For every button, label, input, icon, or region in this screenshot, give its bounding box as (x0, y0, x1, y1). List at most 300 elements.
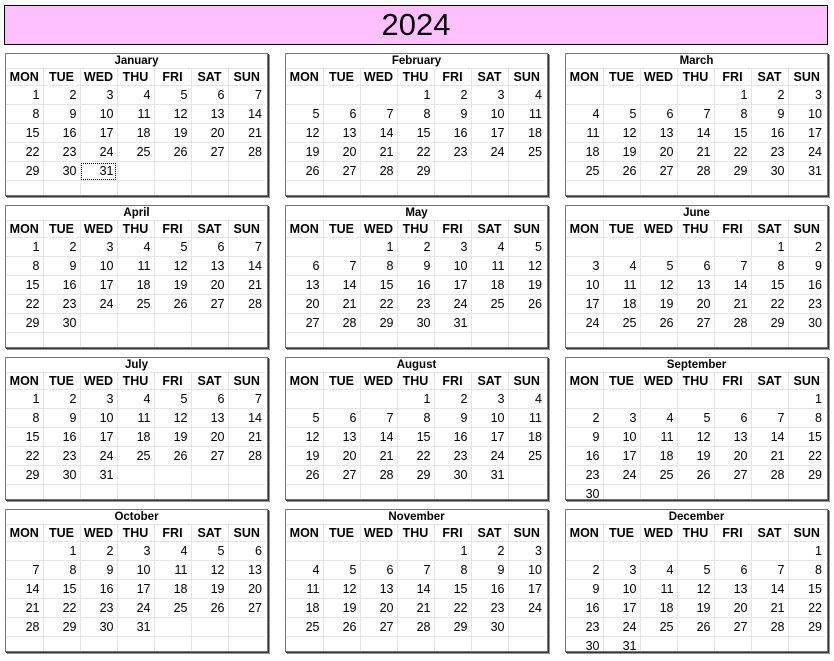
empty-cell[interactable] (714, 637, 751, 653)
day-cell[interactable]: 13 (360, 580, 397, 599)
day-cell[interactable]: 8 (714, 105, 751, 124)
day-cell[interactable]: 20 (714, 599, 751, 618)
day-cell[interactable]: 12 (154, 257, 191, 276)
day-cell[interactable]: 20 (191, 124, 228, 143)
empty-cell[interactable] (286, 333, 323, 349)
day-cell[interactable]: 27 (360, 618, 397, 637)
day-cell[interactable]: 16 (566, 447, 603, 466)
day-cell[interactable]: 21 (751, 599, 788, 618)
day-cell[interactable]: 15 (397, 124, 434, 143)
day-cell[interactable]: 24 (603, 466, 640, 485)
day-cell[interactable]: 29 (788, 618, 825, 637)
empty-cell[interactable] (323, 390, 360, 409)
day-cell[interactable]: 24 (603, 618, 640, 637)
day-cell[interactable]: 13 (714, 580, 751, 599)
day-cell[interactable]: 16 (434, 428, 471, 447)
day-cell[interactable]: 29 (6, 162, 43, 181)
day-cell[interactable]: 25 (117, 447, 154, 466)
day-cell[interactable]: 29 (360, 314, 397, 333)
day-cell[interactable]: 24 (80, 295, 117, 314)
day-cell[interactable]: 1 (397, 390, 434, 409)
empty-cell[interactable] (471, 637, 508, 653)
day-cell[interactable]: 12 (603, 124, 640, 143)
day-cell[interactable]: 10 (471, 409, 508, 428)
day-cell[interactable]: 28 (6, 618, 43, 637)
day-cell[interactable]: 13 (286, 276, 323, 295)
empty-cell[interactable] (508, 162, 545, 181)
day-cell[interactable]: 20 (323, 447, 360, 466)
day-cell[interactable]: 22 (397, 447, 434, 466)
day-cell[interactable]: 11 (508, 105, 545, 124)
day-cell[interactable]: 21 (228, 276, 265, 295)
day-cell[interactable]: 14 (360, 428, 397, 447)
day-cell[interactable]: 26 (508, 295, 545, 314)
empty-cell[interactable] (788, 485, 825, 501)
day-cell[interactable]: 17 (603, 599, 640, 618)
day-cell[interactable]: 28 (714, 314, 751, 333)
day-cell[interactable]: 20 (360, 599, 397, 618)
empty-cell[interactable] (286, 181, 323, 197)
day-cell[interactable]: 2 (566, 409, 603, 428)
day-cell[interactable]: 19 (508, 276, 545, 295)
day-cell[interactable]: 8 (360, 257, 397, 276)
day-cell[interactable]: 4 (508, 390, 545, 409)
day-cell[interactable]: 11 (640, 580, 677, 599)
day-cell[interactable]: 20 (191, 276, 228, 295)
empty-cell[interactable] (286, 390, 323, 409)
day-cell[interactable]: 13 (714, 428, 751, 447)
day-cell[interactable]: 25 (117, 143, 154, 162)
day-cell[interactable]: 7 (6, 561, 43, 580)
empty-cell[interactable] (471, 485, 508, 501)
empty-cell[interactable] (714, 333, 751, 349)
day-cell[interactable]: 14 (228, 409, 265, 428)
day-cell[interactable]: 11 (603, 276, 640, 295)
day-cell[interactable]: 16 (397, 276, 434, 295)
day-cell[interactable]: 3 (80, 390, 117, 409)
day-cell[interactable]: 21 (677, 143, 714, 162)
day-cell[interactable]: 27 (228, 599, 265, 618)
day-cell[interactable]: 19 (154, 428, 191, 447)
day-cell[interactable]: 12 (677, 428, 714, 447)
empty-cell[interactable] (434, 162, 471, 181)
empty-cell[interactable] (80, 181, 117, 197)
day-cell[interactable]: 27 (286, 314, 323, 333)
day-cell[interactable]: 6 (714, 561, 751, 580)
day-cell[interactable]: 4 (286, 561, 323, 580)
empty-cell[interactable] (360, 485, 397, 501)
day-cell[interactable]: 16 (434, 124, 471, 143)
day-cell[interactable]: 12 (286, 124, 323, 143)
empty-cell[interactable] (286, 637, 323, 653)
day-cell[interactable]: 30 (434, 466, 471, 485)
empty-cell[interactable] (677, 333, 714, 349)
empty-cell[interactable] (714, 390, 751, 409)
day-cell[interactable]: 17 (566, 295, 603, 314)
empty-cell[interactable] (603, 333, 640, 349)
empty-cell[interactable] (6, 637, 43, 653)
empty-cell[interactable] (508, 618, 545, 637)
day-cell[interactable]: 2 (43, 238, 80, 257)
empty-cell[interactable] (228, 314, 265, 333)
empty-cell[interactable] (360, 333, 397, 349)
day-cell[interactable]: 17 (80, 428, 117, 447)
day-cell[interactable]: 24 (471, 447, 508, 466)
day-cell[interactable]: 4 (640, 561, 677, 580)
day-cell[interactable]: 21 (714, 295, 751, 314)
day-cell[interactable]: 5 (191, 542, 228, 561)
day-cell[interactable]: 12 (640, 276, 677, 295)
day-cell[interactable]: 3 (788, 86, 825, 105)
empty-cell[interactable] (566, 238, 603, 257)
day-cell[interactable]: 18 (154, 580, 191, 599)
empty-cell[interactable] (603, 238, 640, 257)
day-cell[interactable]: 11 (117, 257, 154, 276)
empty-cell[interactable] (434, 181, 471, 197)
day-cell[interactable]: 29 (788, 466, 825, 485)
day-cell[interactable]: 31 (80, 466, 117, 485)
empty-cell[interactable] (434, 485, 471, 501)
empty-cell[interactable] (286, 86, 323, 105)
day-cell[interactable]: 8 (6, 409, 43, 428)
empty-cell[interactable] (508, 466, 545, 485)
day-cell[interactable]: 30 (751, 162, 788, 181)
day-cell[interactable]: 29 (714, 162, 751, 181)
day-cell[interactable]: 19 (677, 599, 714, 618)
day-cell[interactable]: 5 (154, 390, 191, 409)
day-cell[interactable]: 18 (117, 428, 154, 447)
day-cell[interactable]: 4 (603, 257, 640, 276)
day-cell[interactable]: 17 (471, 428, 508, 447)
day-cell[interactable]: 3 (566, 257, 603, 276)
empty-cell[interactable] (154, 333, 191, 349)
empty-cell[interactable] (603, 390, 640, 409)
day-cell[interactable]: 24 (471, 143, 508, 162)
day-cell[interactable]: 27 (323, 162, 360, 181)
day-cell[interactable]: 14 (360, 124, 397, 143)
day-cell[interactable]: 8 (788, 409, 825, 428)
empty-cell[interactable] (117, 485, 154, 501)
day-cell[interactable]: 4 (471, 238, 508, 257)
day-cell[interactable]: 24 (80, 447, 117, 466)
empty-cell[interactable] (323, 542, 360, 561)
day-cell[interactable]: 8 (6, 105, 43, 124)
day-cell[interactable]: 20 (323, 143, 360, 162)
empty-cell[interactable] (80, 333, 117, 349)
day-cell[interactable]: 25 (286, 618, 323, 637)
empty-cell[interactable] (117, 314, 154, 333)
day-cell[interactable]: 15 (43, 580, 80, 599)
day-cell[interactable]: 23 (80, 599, 117, 618)
empty-cell[interactable] (397, 637, 434, 653)
day-cell[interactable]: 13 (228, 561, 265, 580)
day-cell[interactable]: 30 (43, 314, 80, 333)
day-cell[interactable]: 17 (80, 276, 117, 295)
day-cell[interactable]: 23 (43, 295, 80, 314)
day-cell[interactable]: 21 (360, 143, 397, 162)
day-cell[interactable]: 9 (43, 257, 80, 276)
day-cell[interactable]: 3 (508, 542, 545, 561)
day-cell[interactable]: 2 (434, 390, 471, 409)
day-cell[interactable]: 1 (6, 390, 43, 409)
day-cell[interactable]: 17 (80, 124, 117, 143)
day-cell[interactable]: 9 (788, 257, 825, 276)
day-cell[interactable]: 23 (788, 295, 825, 314)
day-cell[interactable]: 6 (323, 105, 360, 124)
empty-cell[interactable] (43, 181, 80, 197)
day-cell[interactable]: 8 (397, 409, 434, 428)
empty-cell[interactable] (714, 542, 751, 561)
day-cell[interactable]: 22 (6, 447, 43, 466)
day-cell[interactable]: 14 (228, 105, 265, 124)
day-cell[interactable]: 18 (603, 295, 640, 314)
day-cell[interactable]: 17 (788, 124, 825, 143)
day-cell[interactable]: 1 (360, 238, 397, 257)
day-cell[interactable]: 4 (117, 238, 154, 257)
empty-cell[interactable] (154, 618, 191, 637)
empty-cell[interactable] (80, 485, 117, 501)
day-cell[interactable]: 16 (43, 124, 80, 143)
day-cell[interactable]: 15 (6, 428, 43, 447)
day-cell[interactable]: 17 (603, 447, 640, 466)
empty-cell[interactable] (191, 637, 228, 653)
day-cell[interactable]: 13 (191, 257, 228, 276)
day-cell[interactable]: 8 (43, 561, 80, 580)
day-cell[interactable]: 3 (471, 390, 508, 409)
day-cell[interactable]: 4 (117, 86, 154, 105)
day-cell[interactable]: 1 (6, 86, 43, 105)
empty-cell[interactable] (714, 238, 751, 257)
day-cell[interactable]: 11 (154, 561, 191, 580)
day-cell[interactable]: 14 (751, 580, 788, 599)
empty-cell[interactable] (117, 637, 154, 653)
day-cell[interactable]: 10 (80, 257, 117, 276)
day-cell[interactable]: 7 (360, 105, 397, 124)
empty-cell[interactable] (191, 314, 228, 333)
day-cell[interactable]: 22 (434, 599, 471, 618)
day-cell[interactable]: 14 (751, 428, 788, 447)
empty-cell[interactable] (677, 390, 714, 409)
day-cell[interactable]: 26 (191, 599, 228, 618)
day-cell[interactable]: 23 (751, 143, 788, 162)
day-cell[interactable]: 3 (80, 238, 117, 257)
empty-cell[interactable] (640, 485, 677, 501)
day-cell[interactable]: 26 (677, 618, 714, 637)
day-cell[interactable]: 24 (117, 599, 154, 618)
day-cell[interactable]: 7 (751, 561, 788, 580)
day-cell[interactable]: 30 (80, 618, 117, 637)
empty-cell[interactable] (751, 485, 788, 501)
day-cell[interactable]: 3 (471, 86, 508, 105)
empty-cell[interactable] (228, 485, 265, 501)
day-cell[interactable]: 28 (228, 447, 265, 466)
empty-cell[interactable] (603, 86, 640, 105)
empty-cell[interactable] (154, 314, 191, 333)
day-cell[interactable]: 12 (286, 428, 323, 447)
day-cell[interactable]: 27 (677, 314, 714, 333)
day-cell[interactable]: 21 (360, 447, 397, 466)
empty-cell[interactable] (80, 637, 117, 653)
day-cell[interactable]: 24 (788, 143, 825, 162)
empty-cell[interactable] (323, 333, 360, 349)
empty-cell[interactable] (640, 390, 677, 409)
day-cell[interactable]: 5 (603, 105, 640, 124)
day-cell[interactable]: 9 (434, 409, 471, 428)
day-cell[interactable]: 10 (603, 580, 640, 599)
day-cell[interactable]: 5 (286, 409, 323, 428)
empty-cell[interactable] (714, 485, 751, 501)
day-cell[interactable]: 4 (566, 105, 603, 124)
day-cell[interactable]: 4 (154, 542, 191, 561)
day-cell[interactable]: 30 (43, 466, 80, 485)
empty-cell[interactable] (751, 333, 788, 349)
empty-cell[interactable] (286, 238, 323, 257)
day-cell[interactable]: 30 (566, 485, 603, 501)
day-cell[interactable]: 6 (640, 105, 677, 124)
day-cell[interactable]: 25 (154, 599, 191, 618)
empty-cell[interactable] (154, 181, 191, 197)
day-cell[interactable]: 30 (471, 618, 508, 637)
day-cell[interactable]: 25 (603, 314, 640, 333)
day-cell[interactable]: 30 (397, 314, 434, 333)
day-cell[interactable]: 8 (6, 257, 43, 276)
day-cell[interactable]: 22 (43, 599, 80, 618)
day-cell[interactable]: 18 (471, 276, 508, 295)
day-cell[interactable]: 1 (714, 86, 751, 105)
day-cell[interactable]: 23 (434, 447, 471, 466)
empty-cell[interactable] (566, 181, 603, 197)
day-cell[interactable]: 11 (286, 580, 323, 599)
empty-cell[interactable] (640, 333, 677, 349)
day-cell[interactable]: 15 (714, 124, 751, 143)
day-cell[interactable]: 8 (397, 105, 434, 124)
day-cell[interactable]: 29 (6, 466, 43, 485)
day-cell[interactable]: 1 (788, 390, 825, 409)
day-cell[interactable]: 26 (286, 162, 323, 181)
empty-cell[interactable] (323, 637, 360, 653)
day-cell[interactable]: 28 (751, 466, 788, 485)
day-cell[interactable]: 30 (566, 637, 603, 653)
day-cell[interactable]: 23 (397, 295, 434, 314)
day-cell[interactable]: 22 (751, 295, 788, 314)
empty-cell[interactable] (751, 390, 788, 409)
empty-cell[interactable] (360, 86, 397, 105)
day-cell[interactable]: 6 (191, 390, 228, 409)
day-cell[interactable]: 14 (6, 580, 43, 599)
empty-cell[interactable] (397, 542, 434, 561)
day-cell[interactable]: 18 (286, 599, 323, 618)
empty-cell[interactable] (6, 485, 43, 501)
day-cell[interactable]: 14 (677, 124, 714, 143)
day-cell[interactable]: 27 (323, 466, 360, 485)
empty-cell[interactable] (566, 390, 603, 409)
empty-cell[interactable] (677, 238, 714, 257)
day-cell[interactable]: 27 (714, 466, 751, 485)
day-cell[interactable]: 27 (191, 447, 228, 466)
day-cell[interactable]: 7 (677, 105, 714, 124)
empty-cell[interactable] (603, 485, 640, 501)
empty-cell[interactable] (434, 333, 471, 349)
day-cell[interactable]: 21 (751, 447, 788, 466)
day-cell[interactable]: 22 (714, 143, 751, 162)
day-cell[interactable]: 25 (471, 295, 508, 314)
day-cell[interactable]: 18 (566, 143, 603, 162)
day-cell[interactable]: 18 (117, 276, 154, 295)
empty-cell[interactable] (640, 86, 677, 105)
day-cell[interactable]: 12 (677, 580, 714, 599)
day-cell[interactable]: 15 (788, 428, 825, 447)
day-cell[interactable]: 19 (154, 276, 191, 295)
day-cell[interactable]: 3 (603, 561, 640, 580)
day-cell[interactable]: 26 (603, 162, 640, 181)
empty-cell[interactable] (751, 181, 788, 197)
empty-cell[interactable] (228, 466, 265, 485)
day-cell[interactable]: 9 (80, 561, 117, 580)
day-cell[interactable]: 5 (677, 409, 714, 428)
empty-cell[interactable] (191, 162, 228, 181)
empty-cell[interactable] (323, 181, 360, 197)
day-cell[interactable]: 20 (228, 580, 265, 599)
day-cell[interactable]: 7 (751, 409, 788, 428)
day-cell[interactable]: 1 (434, 542, 471, 561)
day-cell[interactable]: 31 (434, 314, 471, 333)
day-cell[interactable]: 15 (6, 124, 43, 143)
empty-cell[interactable] (677, 86, 714, 105)
day-cell[interactable]: 10 (434, 257, 471, 276)
empty-cell[interactable] (154, 466, 191, 485)
day-cell[interactable]: 27 (714, 618, 751, 637)
empty-cell[interactable] (751, 542, 788, 561)
day-cell[interactable]: 20 (714, 447, 751, 466)
day-cell[interactable]: 5 (286, 105, 323, 124)
day-cell[interactable]: 9 (434, 105, 471, 124)
day-cell[interactable]: 19 (323, 599, 360, 618)
day-cell[interactable]: 5 (677, 561, 714, 580)
day-cell[interactable]: 30 (43, 162, 80, 181)
day-cell[interactable]: 23 (566, 466, 603, 485)
day-cell[interactable]: 25 (640, 618, 677, 637)
day-cell[interactable]: 16 (751, 124, 788, 143)
day-cell[interactable]: 18 (640, 599, 677, 618)
day-cell[interactable]: 16 (788, 276, 825, 295)
day-cell[interactable]: 3 (80, 86, 117, 105)
day-cell[interactable]: 29 (43, 618, 80, 637)
day-cell[interactable]: 16 (43, 276, 80, 295)
day-cell[interactable]: 31 (788, 162, 825, 181)
day-cell[interactable]: 2 (434, 86, 471, 105)
day-cell[interactable]: 21 (397, 599, 434, 618)
day-cell[interactable]: 31 (471, 466, 508, 485)
day-cell[interactable]: 19 (154, 124, 191, 143)
day-cell[interactable]: 26 (677, 466, 714, 485)
day-cell[interactable]: 8 (751, 257, 788, 276)
day-cell[interactable]: 7 (714, 257, 751, 276)
day-cell[interactable]: 15 (788, 580, 825, 599)
day-cell[interactable]: 25 (508, 447, 545, 466)
day-cell[interactable]: 9 (566, 580, 603, 599)
day-cell[interactable]: 22 (6, 295, 43, 314)
day-cell[interactable]: 17 (471, 124, 508, 143)
empty-cell[interactable] (117, 162, 154, 181)
empty-cell[interactable] (43, 333, 80, 349)
day-cell[interactable]: 2 (471, 542, 508, 561)
day-cell[interactable]: 12 (323, 580, 360, 599)
day-cell[interactable]: 10 (788, 105, 825, 124)
day-cell[interactable]: 5 (154, 238, 191, 257)
day-cell[interactable]: 5 (323, 561, 360, 580)
day-cell[interactable]: 20 (677, 295, 714, 314)
day-cell[interactable]: 1 (397, 86, 434, 105)
